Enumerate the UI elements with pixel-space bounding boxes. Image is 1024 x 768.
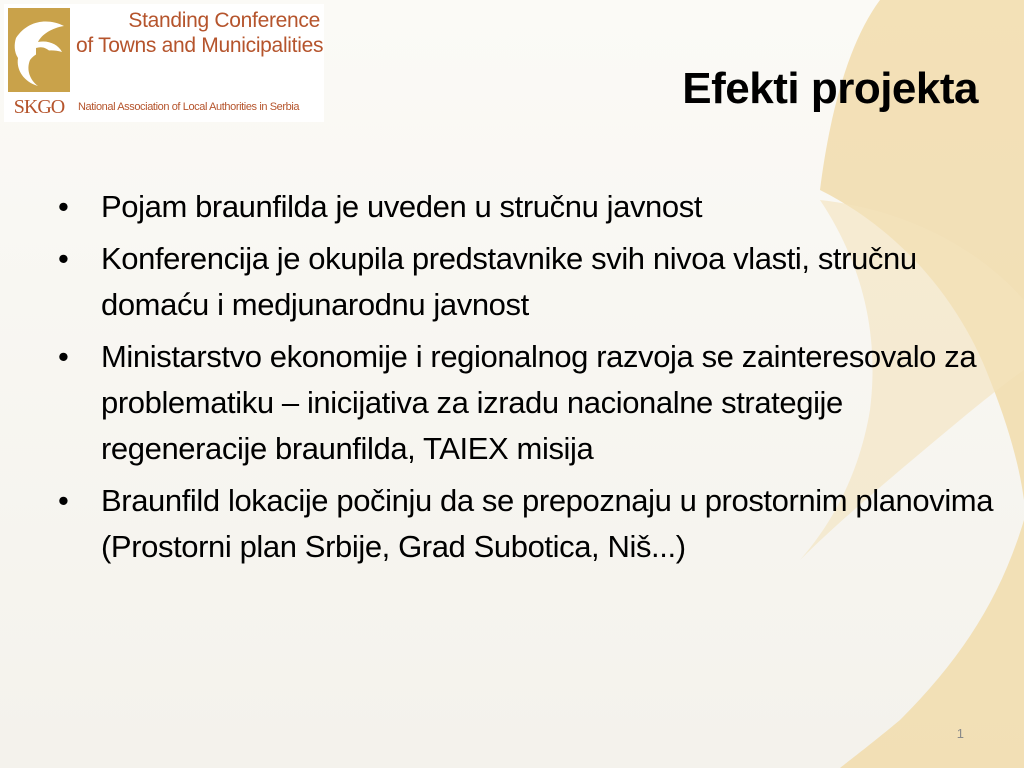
bullet-dot-icon: • [58,483,69,518]
bullet-text: Braunfild lokacije počinju da se prepoznaju u prostornim planovima (Prostorni plan Srbije, Grad Subotica, Niš...) [101,483,994,564]
logo-line-2: of Towns and Municipalities [76,34,324,57]
logo-line-1: Standing Conference [128,9,320,32]
organization-logo [4,4,324,122]
skgo-monogram-text: SKGO [13,96,65,118]
bullet-item [58,184,1008,230]
bullet-text: Konferencija je okupila predstavnike svih nivoa vlasti, stručnu domaću i medjunarodnu javnost [101,241,917,322]
bullet-dot-icon: • [58,189,69,224]
bullet-dot-icon: • [58,339,69,374]
bullet-item [58,334,1008,472]
bullet-text: Ministarstvo ekonomije i regionalnog razvoja se zainteresovalo za problematiku – inicijativa za izradu nacionalne strategije regeneracije braunfilda, TAIEX misija [101,339,977,466]
logo-organization-name [76,8,324,58]
bullet-list [58,184,1008,576]
bullet-item [58,478,1008,570]
bullet-text: Pojam braunfilda je uveden u stručnu javnost [101,189,703,224]
bullet-item [58,236,1008,328]
page-number: 1 [956,726,964,741]
bird-emblem-icon [8,8,70,92]
bullet-dot-icon: • [58,241,69,276]
logo-tagline: National Association of Local Authorities in Serbia [78,101,300,113]
skgo-monogram-icon [8,94,70,118]
slide-title: Efekti projekta [682,64,978,113]
